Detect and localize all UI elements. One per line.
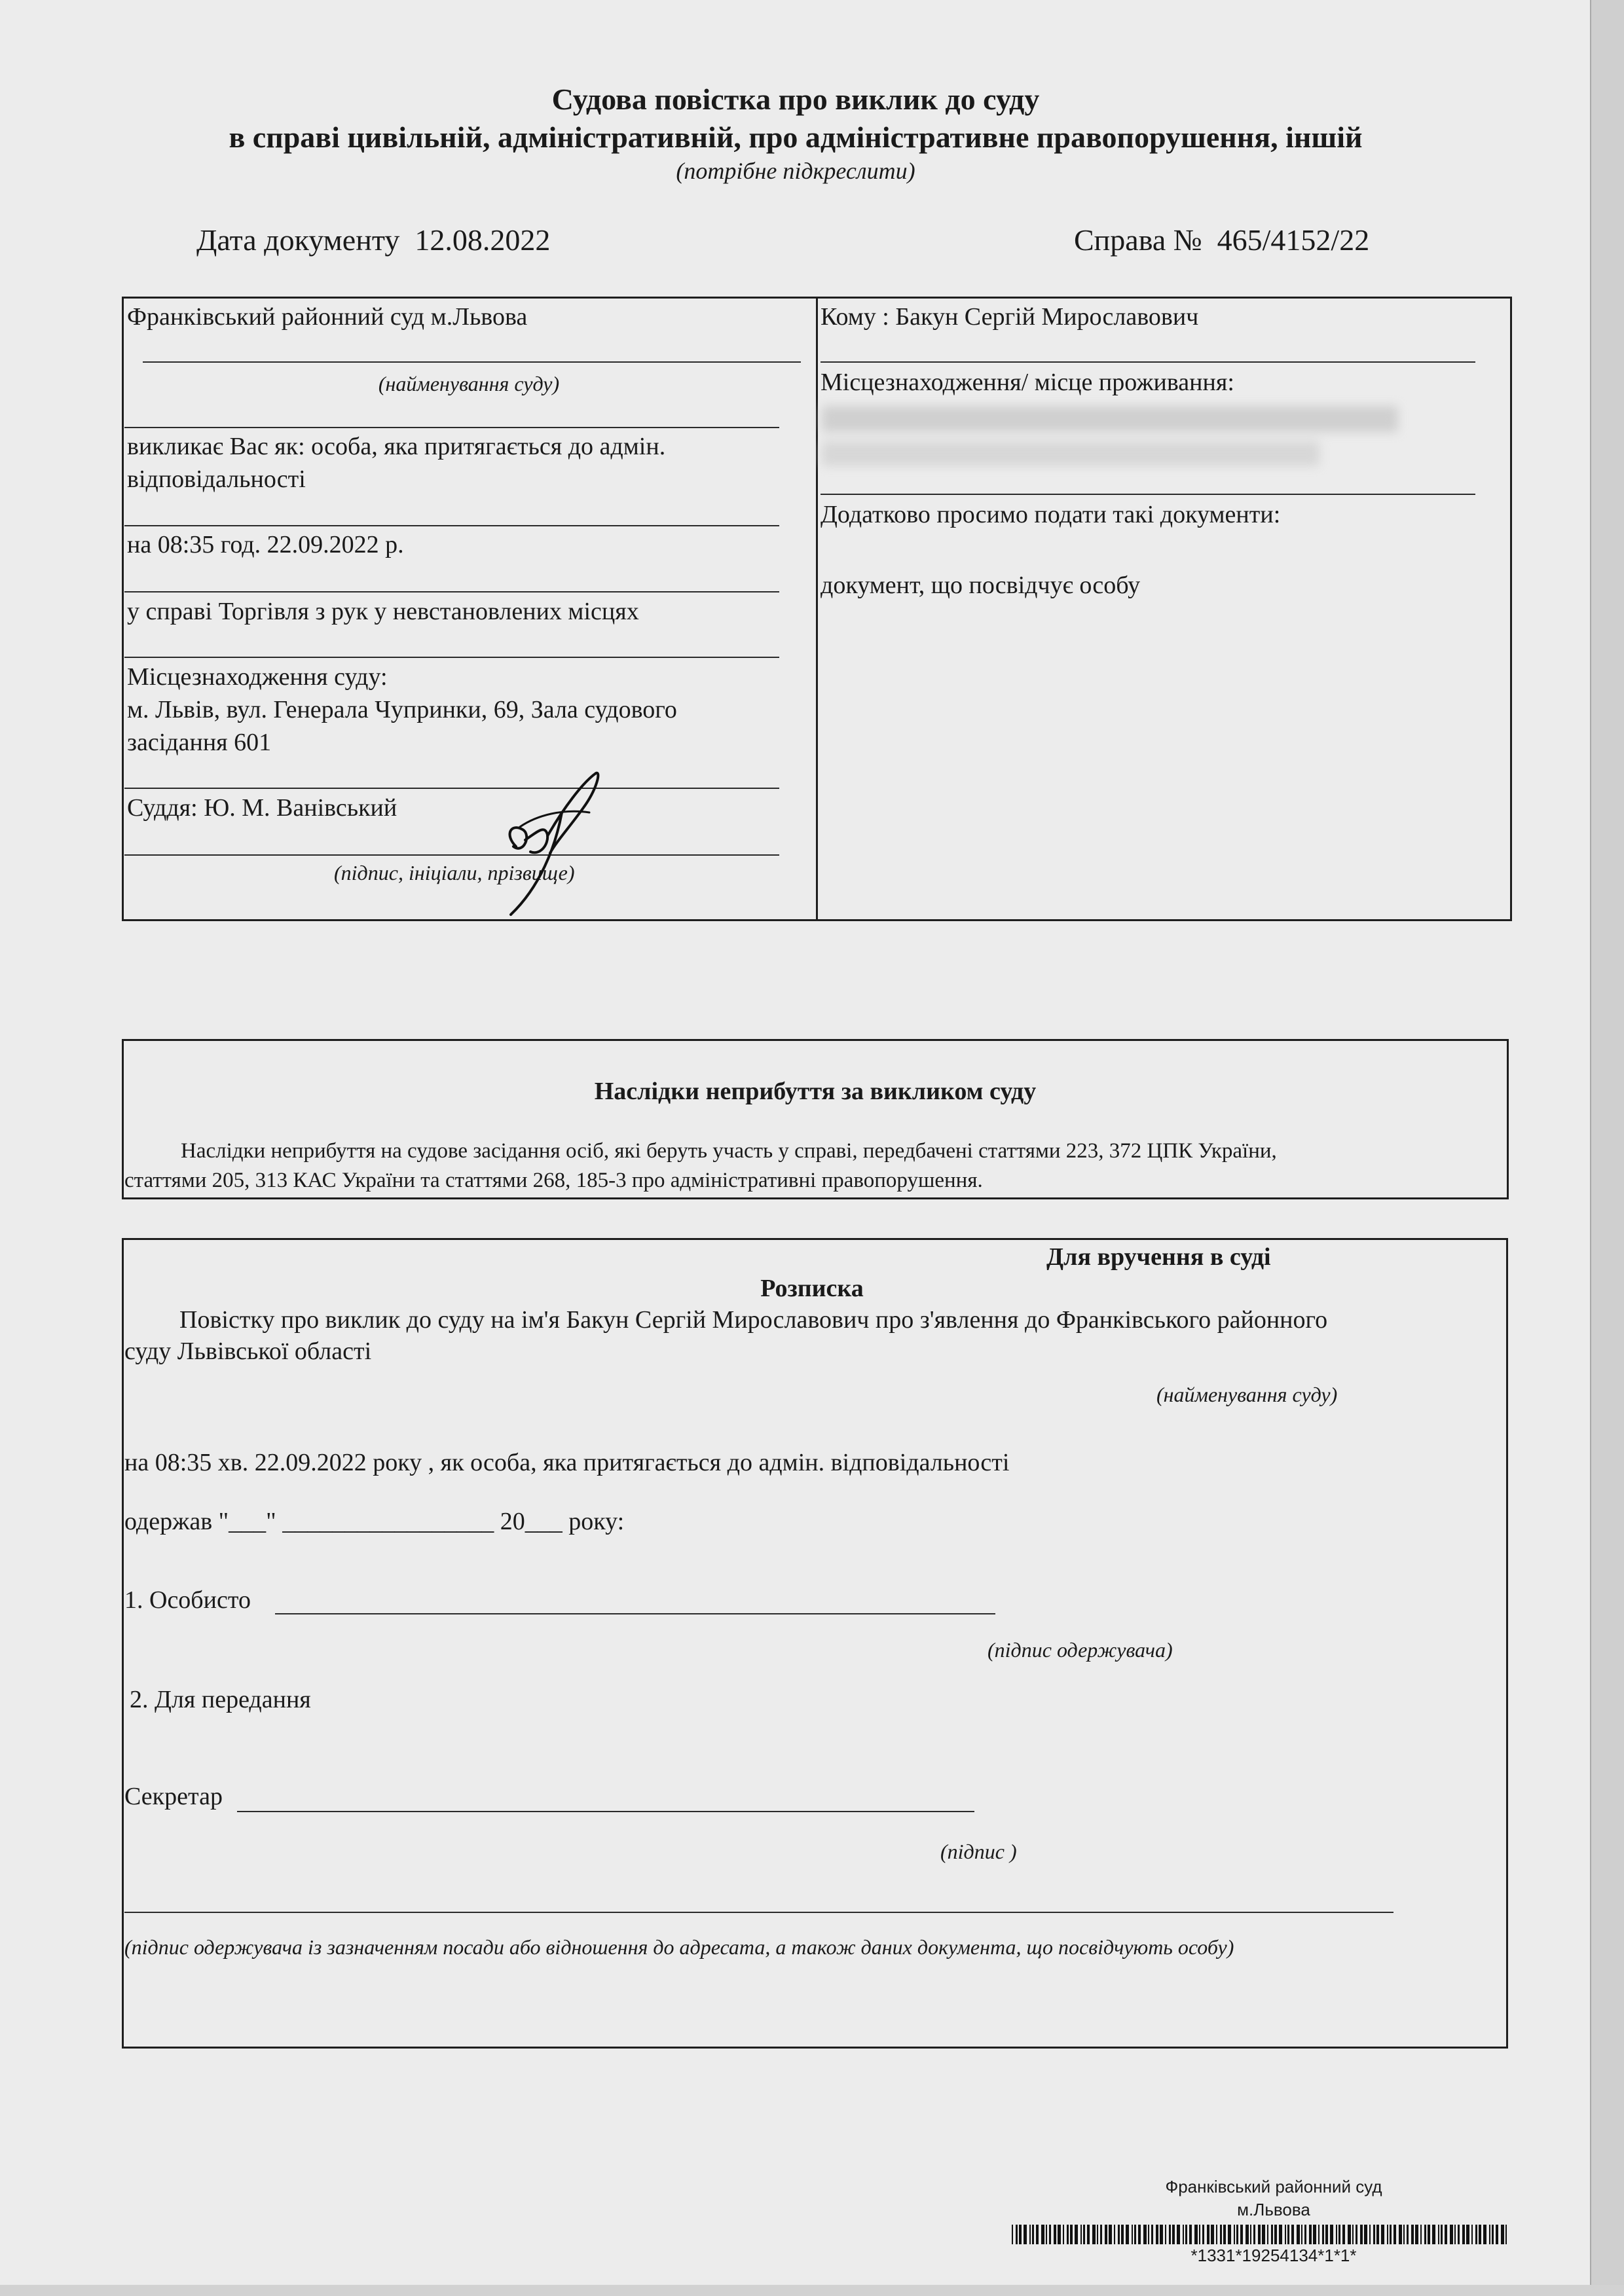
recipient-name: Кому : Бакун Сергій Мирославович [821, 303, 1199, 331]
secretary-signature-line [237, 1811, 974, 1812]
court-location-label: Місцезнаходження суду: [127, 663, 388, 691]
caption-line [124, 427, 779, 428]
stamp-court-line1: Франківський районний суд [1165, 2177, 1382, 2196]
signature-caption: (підпис, ініціали, прізвище) [334, 861, 575, 884]
court-location-line2: засідання 601 [127, 729, 272, 756]
personally-signature-line [275, 1613, 995, 1614]
judge-signature-icon [485, 769, 622, 920]
case-label: Справа № [1074, 223, 1202, 257]
extra-docs-label: Додатково просимо подати такі документи: [821, 501, 1281, 528]
receipt-heading: Розписка [760, 1275, 864, 1302]
date-label: Дата документу [196, 223, 400, 257]
bottom-edge [0, 2285, 1624, 2296]
document-date [196, 223, 550, 257]
footer-caption: (підпис одержувача із зазначенням посади або відношення до адресата, а також даних документа, що посвідчують особу) [124, 1935, 1234, 1959]
received-line: одержав "___" _________________ 20___ року: [124, 1508, 625, 1535]
extra-docs-value: документ, що посвідчує особу [821, 572, 1141, 599]
page-edge [1591, 0, 1624, 2296]
calls-as-line [124, 525, 779, 526]
case-number [1074, 223, 1369, 257]
barcode-icon [1012, 2225, 1509, 2244]
for-court-label: Для вручення в суді [1046, 1243, 1271, 1271]
court-name-caption: (найменування суду) [378, 372, 560, 395]
redacted-address-icon [822, 401, 1414, 474]
residence-label: Місцезнаходження/ місце проживання: [821, 369, 1234, 396]
judge-line [124, 854, 779, 856]
consequences-text-line2: статтями 205, 313 КАС України та статтями 268, 185-3 про адміністративні правопорушення. [124, 1169, 983, 1192]
residence-line [821, 494, 1475, 495]
consequences-heading: Наслідки неприбуття за викликом суду [594, 1078, 1037, 1105]
stamp-court-line2: м.Львова [1237, 2200, 1310, 2219]
calls-as-line1: викликає Вас як: особа, яка притягається до адмін. [127, 433, 666, 460]
consequences-text-line1: Наслідки неприбуття на судове засідання осіб, які беруть участь у справі, передбачені статтями 223, 372 ЦПК України, [181, 1139, 1277, 1163]
court-name-line [143, 361, 801, 363]
location-line [124, 788, 779, 789]
receipt-text-line2: суду Львівської області [124, 1338, 372, 1365]
appointment-time: на 08:35 год. 22.09.2022 р. [127, 531, 404, 558]
case-value: 465/4152/22 [1217, 223, 1370, 257]
underline-note: (потрібне підкреслити) [676, 158, 915, 184]
document-subtitle: в справі цивільній, адміністративній, про адміністративне правопорушення, іншій [229, 120, 1363, 154]
receipt-time-line: на 08:35 хв. 22.09.2022 року , як особа, яка притягається до адмін. відповідальності [124, 1449, 1010, 1476]
case-subject: у справі Торгівля з рук у невстановлених місцях [127, 598, 639, 625]
for-transfer-label: 2. Для передання [130, 1686, 311, 1713]
document-title: Судова повістка про виклик до суду [551, 82, 1040, 116]
barcode-text: *1331*19254134*1*1* [1190, 2246, 1357, 2265]
secretary-label: Секретар [124, 1783, 223, 1810]
receipt-court-caption: (найменування суду) [1156, 1383, 1338, 1406]
personally-label: 1. Особисто [124, 1586, 251, 1614]
subject-line [124, 657, 779, 658]
court-location-line1: м. Львів, вул. Генерала Чупринки, 69, Зала судового [127, 696, 677, 723]
calls-as-line2: відповідальності [127, 465, 306, 493]
receipt-text-line1: Повістку про виклик до суду на ім'я Бакун Сергій Мирославович про з'явлення до Франківського районного [179, 1306, 1328, 1334]
time-line [124, 591, 779, 592]
date-value: 12.08.2022 [415, 223, 551, 257]
footer-signature-line [124, 1912, 1393, 1913]
recipient-signature-caption: (підпис одержувача) [987, 1638, 1173, 1662]
judge-name: Суддя: Ю. М. Ванівський [127, 794, 397, 822]
summons-divider [816, 297, 818, 921]
recipient-line [821, 361, 1475, 363]
secretary-signature-caption: (підпис ) [940, 1840, 1017, 1863]
court-name: Франківський районний суд м.Львова [127, 303, 528, 331]
